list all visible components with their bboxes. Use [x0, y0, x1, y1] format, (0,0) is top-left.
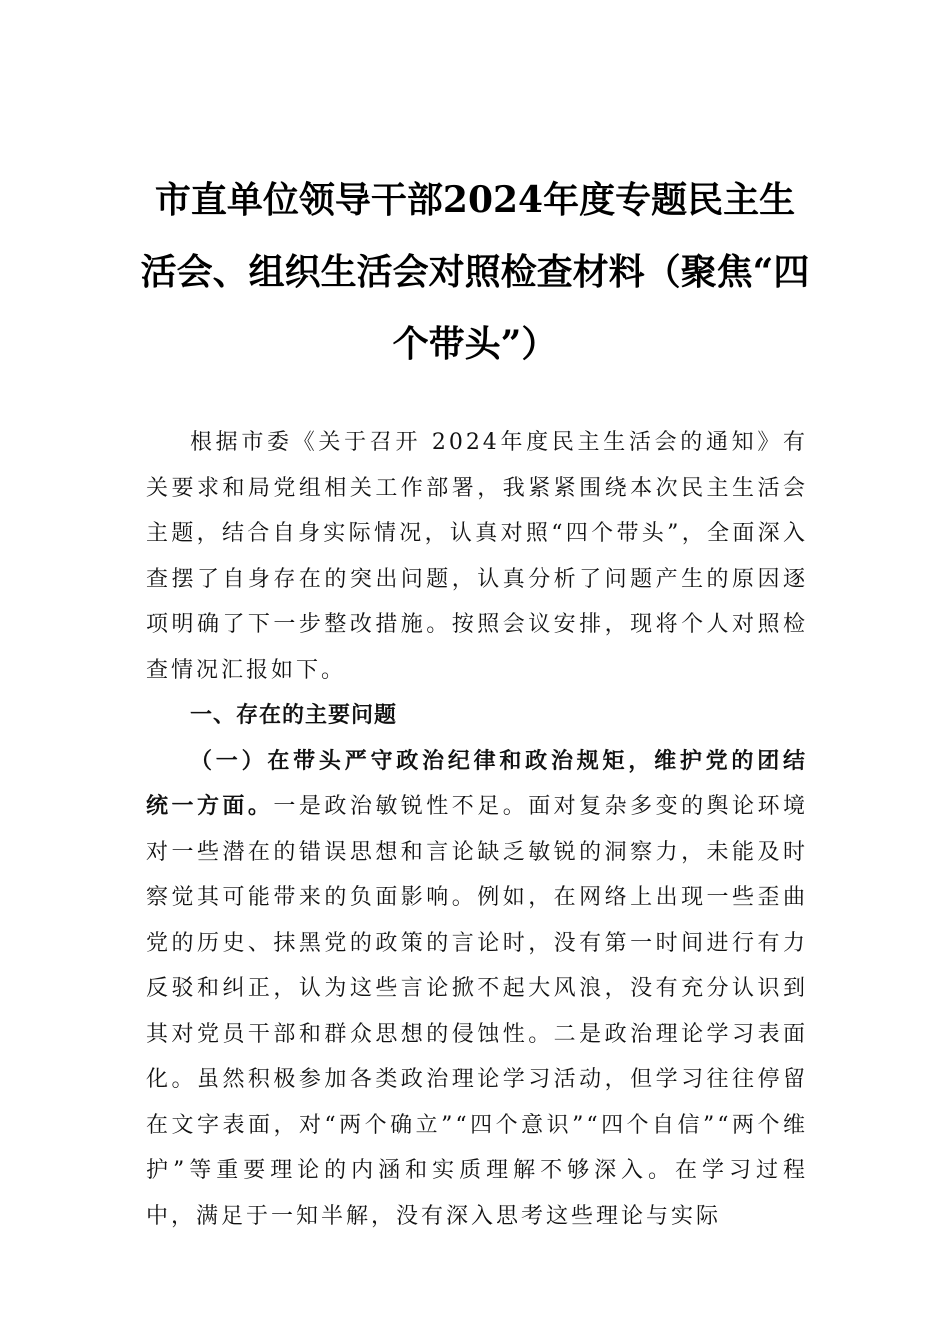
intro-paragraph: 根据市委《关于召开 2024年度民主生活会的通知》有关要求和局党组相关工作部署，我紧紧围绕本次民主生活会主题，结合自身实际情况，认真对照“四个带头”，全面深入查摆了自身存在的突出问题，认真分析了问题产生的原因逐项明确了下一步整改措施。按照会议安排，现将个人对照检查情况汇报如下。 — [146, 430, 808, 683]
subsection-body: 一是政治敏锐性不足。面对复杂多变的舆论环境对一些潜在的错误思想和言论缺乏敏锐的洞察力，未能及时察觉其可能带来的负面影响。例如，在网络上出现一些歪曲党的历史、抹黑党的政策的言论时，没有第一时间进行有力反驳和纠正，认为这些言论掀不起大风浪，没有充分认识到其对党员干部和群众思想的侵蚀性。二是政治理论学习表面化。虽然积极参加各类政治理论学习活动，但学习往往停留在文字表面，对“两个确立”“四个意识”“四个自信”“两个维护”等重要理论的内涵和实质理解不够深入。在学习过程中，满足于一知半解，没有深入思考这些理论与实际 — [146, 794, 808, 1229]
subsection-heading: （一）在带头严守政治纪律和政治规矩，维护党的团结统一方面。 — [146, 747, 808, 819]
subsection-paragraph — [146, 739, 808, 1240]
document-body — [146, 420, 808, 1239]
section-heading: 一、存在的主要问题 — [190, 703, 398, 728]
document-title: 市直单位领导干部2024年度专题民主生活会、组织生活会对照检查材料（聚焦“四个带头”） — [140, 179, 810, 365]
